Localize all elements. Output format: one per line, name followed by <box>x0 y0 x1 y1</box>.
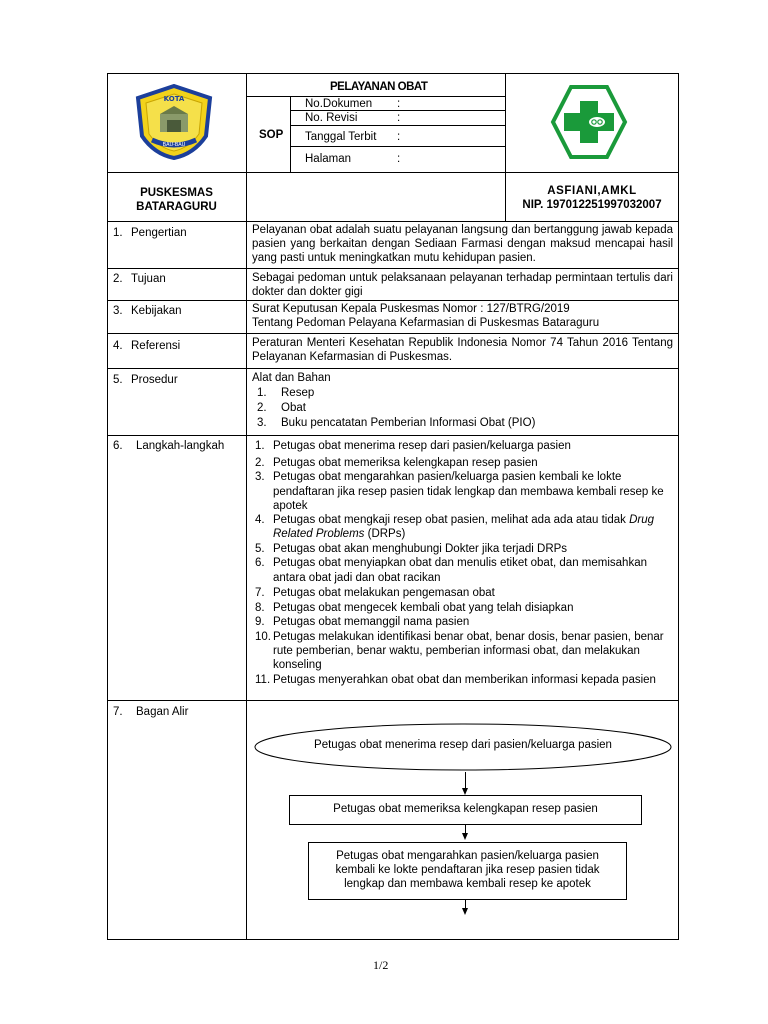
org-name-line2: BATARAGURU <box>136 201 217 213</box>
meta-value: : <box>397 112 401 124</box>
sop-label: SOP <box>259 129 284 141</box>
svg-text:KOTA: KOTA <box>163 95 185 103</box>
list-number: 1. <box>257 387 267 399</box>
section-label: Prosedur <box>131 374 178 386</box>
section-label: Bagan Alir <box>136 706 189 718</box>
arrow-down-icon <box>462 908 468 915</box>
section-number: 5. <box>113 374 123 386</box>
rule <box>290 125 505 126</box>
step-text: Petugas obat melakukan pengemasan obat <box>273 587 495 599</box>
step-text: Petugas melakukan identifikasi benar obat, benar dosis, benar pasien, benar <box>273 631 664 643</box>
section-label: Referensi <box>131 340 181 352</box>
rule <box>505 73 506 173</box>
rule <box>107 300 679 301</box>
step-number: 1. <box>255 440 265 452</box>
kebijakan-line2: Tentang Pedoman Pelayana Kefarmasian di Puskesmas Bataraguru <box>252 317 600 329</box>
section-number: 7. <box>113 706 123 718</box>
section-label: Pengertian <box>131 227 187 239</box>
flowchart-step-3-line: Petugas obat mengarahkan pasien/keluarga pasien <box>336 850 599 862</box>
list-number: 3. <box>257 417 267 429</box>
step-text: apotek <box>273 500 308 512</box>
arrow-down-icon <box>462 833 468 840</box>
rule <box>246 73 247 940</box>
step-text: konseling <box>273 659 322 671</box>
step-number: 3. <box>255 471 265 483</box>
list-number: 2. <box>257 402 267 414</box>
section-number: 2. <box>113 273 123 285</box>
flowchart-step-3-line: kembali ke lokte pendaftaran jika resep pasien tidak <box>335 864 600 876</box>
step-text: rute pemberian, benar waktu, pemberian informasi obat, dan melakukan <box>273 645 640 657</box>
rule <box>107 368 679 369</box>
signer-name: ASFIANI,AMKL <box>547 185 637 197</box>
step-number: 10. <box>255 631 271 643</box>
step-text: Petugas menyerahkan obat obat dan memberikan informasi kepada pasien <box>273 674 656 686</box>
step-text: Petugas obat menerima resep dari pasien/keluarga pasien <box>273 440 571 452</box>
flowchart-step-1: Petugas obat menerima resep dari pasien/keluarga pasien <box>314 739 612 751</box>
document-title: PELAYANAN OBAT <box>330 81 428 93</box>
step-text: Petugas obat mengecek kembali obat yang telah disiapkan <box>273 602 574 614</box>
step-text: pendaftaran jika resep pasien tidak lengkap dan membawa kembali resep ke <box>273 486 664 498</box>
step-text: Petugas obat memanggil nama pasien <box>273 616 470 628</box>
step-text: Petugas obat memeriksa kelengkapan resep pasien <box>273 457 538 469</box>
list-item: Resep <box>281 387 315 399</box>
svg-text:BAU-BAU: BAU-BAU <box>162 142 186 148</box>
pengertian-text: Pelayanan obat adalah suatu pelayanan langsung dan bertanggung jawab kepada pasien yang berkaitan dengan Sediaan Farmasi dengan maksud mencapai hasil yang pasti untuk meningkatkan mutu kehidupan pasien. <box>252 224 673 264</box>
step-number: 4. <box>255 514 265 526</box>
meta-label: Tanggal Terbit <box>305 131 377 143</box>
arrow-down-icon <box>462 788 468 795</box>
section-number: 6. <box>113 440 123 452</box>
flowchart-step-2: Petugas obat memeriksa kelengkapan resep pasien <box>333 803 598 815</box>
section-label: Langkah-langkah <box>136 440 225 452</box>
rule <box>107 700 679 701</box>
flowchart-step-3-box <box>308 842 627 900</box>
meta-label: No.Dokumen <box>305 98 373 110</box>
meta-value: : <box>397 153 401 165</box>
rule <box>290 96 291 173</box>
meta-value: : <box>397 98 401 110</box>
rule <box>107 172 679 173</box>
signer-nip: NIP. 197012251997032007 <box>522 199 662 211</box>
city-emblem-logo <box>134 84 214 160</box>
list-item: Buku pencatatan Pemberian Informasi Obat (PIO) <box>281 417 536 429</box>
flowchart-step-3-line: lengkap dan membawa kembali resep ke apotek <box>344 878 591 890</box>
section-label: Kebijakan <box>131 305 182 317</box>
puskesmas-logo <box>550 84 628 160</box>
rule <box>107 221 679 222</box>
section-number: 4. <box>113 340 123 352</box>
step-text: Petugas obat akan menghubungi Dokter jika terjadi DRPs <box>273 543 568 555</box>
page-number: 1/2 <box>373 958 389 972</box>
step-text: antara obat jadi dan obat racikan <box>273 572 441 584</box>
list-item: Obat <box>281 402 306 414</box>
rule <box>107 333 679 334</box>
step-number: 9. <box>255 616 265 628</box>
section-label: Tujuan <box>131 273 166 285</box>
meta-label: No. Revisi <box>305 112 358 124</box>
prosedur-heading: Alat dan Bahan <box>252 372 331 384</box>
tujuan-text: Sebagai pedoman untuk pelaksanaan pelayanan terhadap permintaan tertulis dari dokter dan dokter gigi <box>252 272 673 298</box>
meta-value: : <box>397 131 401 143</box>
step-number: 8. <box>255 602 265 614</box>
step-text: Petugas obat mengkaji resep obat pasien, melihat ada ada atau tidak Drug <box>273 514 655 526</box>
rule <box>107 268 679 269</box>
step-number: 11. <box>255 674 271 686</box>
kebijakan-line1: Surat Keputusan Kepala Puskesmas Nomor : 127/BTRG/2019 <box>252 303 570 315</box>
flowchart-step-2-box <box>289 795 642 825</box>
step-text: Petugas obat menyiapkan obat dan menulis etiket obat, dan memisahkan <box>273 557 647 569</box>
step-number: 5. <box>255 543 265 555</box>
step-text: Related Problems (DRPs) <box>273 528 406 540</box>
step-number: 2. <box>255 457 265 469</box>
step-text: Petugas obat mengarahkan pasien/keluarga pasien kembali ke lokte <box>273 471 622 483</box>
step-number: 7. <box>255 587 265 599</box>
referensi-text: Peraturan Menteri Kesehatan Republik Indonesia Nomor 74 Tahun 2016 Tentang Pelayanan Kefarmasian di Puskesmas. <box>252 337 673 363</box>
section-number: 3. <box>113 305 123 317</box>
rule <box>107 435 679 436</box>
section-number: 1. <box>113 227 123 239</box>
meta-label: Halaman <box>305 153 352 165</box>
org-name-line1: PUSKESMAS <box>140 187 213 199</box>
step-number: 6. <box>255 557 265 569</box>
rule <box>246 96 505 97</box>
rule <box>290 146 505 147</box>
